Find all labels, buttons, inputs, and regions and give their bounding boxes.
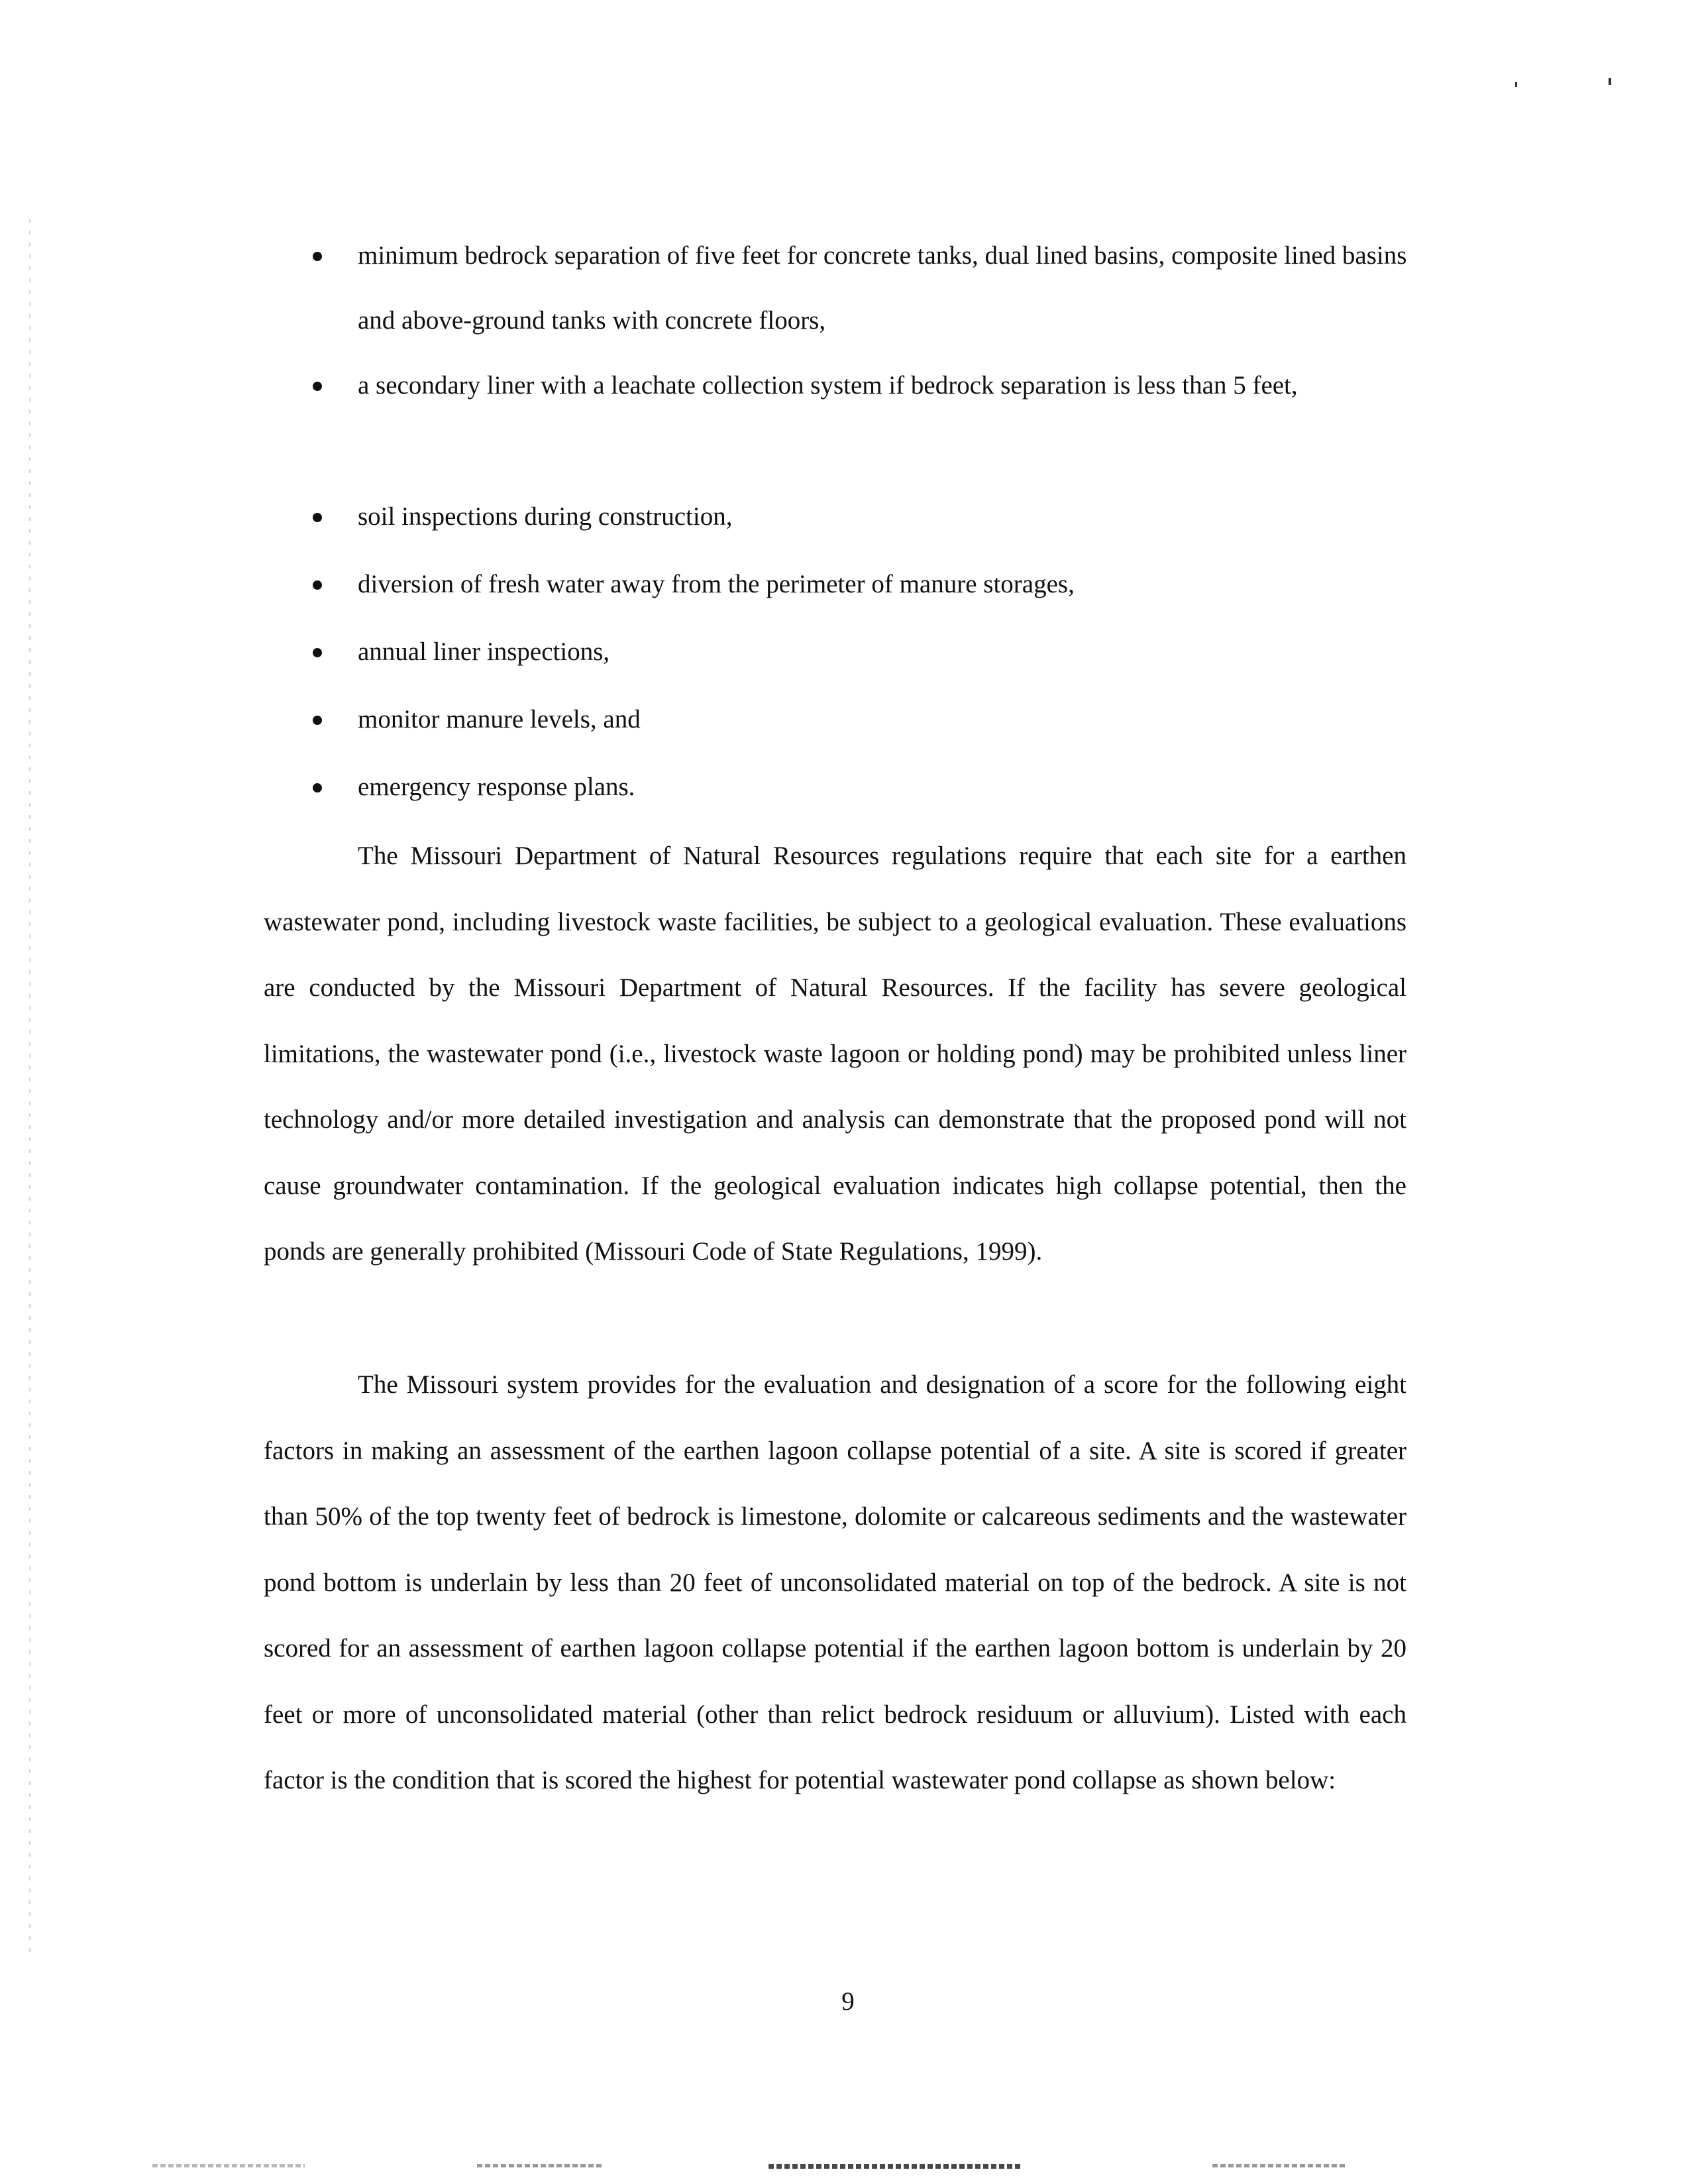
scan-edge-artifact <box>768 2164 1020 2169</box>
page-number: 9 <box>841 1987 855 2016</box>
body-paragraph: The Missouri Department of Natural Resources regulations require that each site for a earthen wastewater pond, including livestock waste facilities, be subject to a geological evaluation. These evaluations are conducted by the Missouri Department of Natural Resources. If the facility has severe geological limitations, the wastewater pond (i.e., livestock waste lagoon or holding pond) may be prohibited unless liner technology and/or more detailed investigation and analysis can demonstrate that the proposed pond will not cause groundwater contamination. If the geological evaluation indicates high collapse potential, then the ponds are generally prohibited (Missouri Code of State Regulations, 1999). <box>264 842 1406 1266</box>
scan-mark <box>1609 78 1611 85</box>
list-item: soil inspections during construction, <box>358 502 733 531</box>
bullet-icon <box>313 513 322 522</box>
bullet-icon <box>313 783 322 792</box>
list-item: monitor manure levels, and <box>358 705 641 734</box>
bullet-icon <box>313 716 322 725</box>
bullet-icon <box>313 648 322 657</box>
scan-edge-artifact <box>477 2164 603 2167</box>
bullet-icon <box>313 252 322 261</box>
scan-edge-artifact <box>152 2164 305 2167</box>
body-paragraph: The Missouri system provides for the evaluation and designation of a score for the following eight factors in making an assessment of the earthen lagoon collapse potential of a site. A site is scored if greater than 50% of the top twenty feet of bedrock is limestone, dolomite or calcareous sediments and the wastewater pond bottom is underlain by less than 20 feet of unconsolidated material on top of the bedrock. A site is not scored for an assessment of earthen lagoon collapse potential if the earthen lagoon bottom is underlain by 20 feet or more of unconsolidated material (other than relict bedrock residuum or alluvium). Listed with each factor is the condition that is scored the highest for potential wastewater pond collapse as shown below: <box>264 1370 1406 1794</box>
list-item: a secondary liner with a leachate collection system if bedrock separation is less than 5 feet, <box>358 371 1298 400</box>
list-item: annual liner inspections, <box>358 637 610 666</box>
list-item: emergency response plans. <box>358 773 635 801</box>
list-item: diversion of fresh water away from the perimeter of manure storages, <box>358 570 1075 598</box>
list-item: minimum bedrock separation of five feet for concrete tanks, dual lined basins, composite lined basins and above-ground tanks with concrete floors, <box>358 241 1407 335</box>
scan-margin-artifact <box>29 219 30 1955</box>
bullet-icon <box>313 580 322 590</box>
bullet-icon <box>313 382 322 391</box>
scan-edge-artifact <box>1212 2164 1345 2167</box>
scan-mark <box>1515 82 1517 87</box>
